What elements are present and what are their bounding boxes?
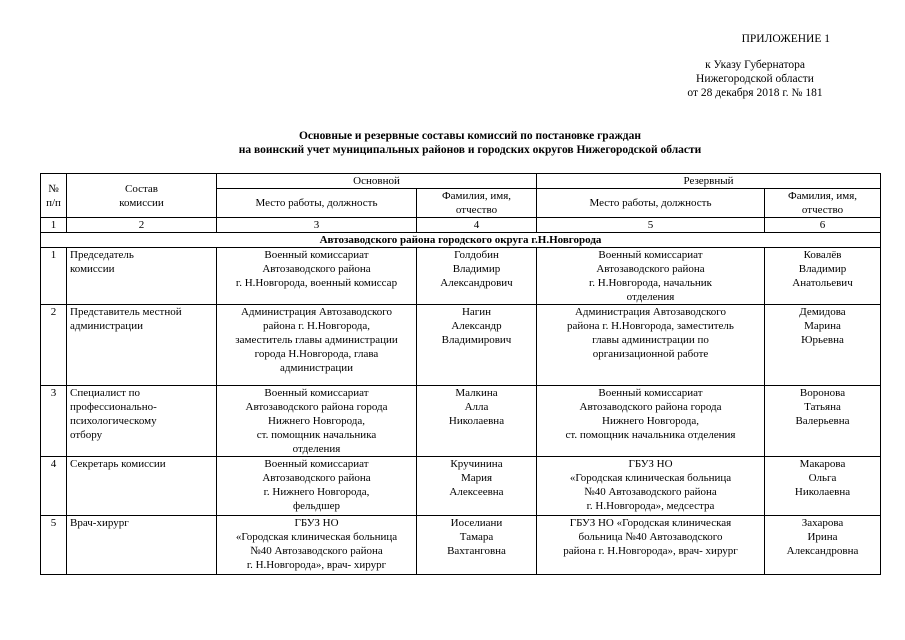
- header-num: № п/п: [41, 174, 67, 218]
- row-main-workplace: Администрация Автозаводского района г. Н.Новгорода, заместитель главы администрации города Н.Новгорода, глава администрации: [217, 305, 417, 386]
- table-row: [41, 457, 881, 516]
- row-main-fio: Голдобин Владимир Александрович: [417, 248, 537, 305]
- appendix-title: ПРИЛОЖЕНИЕ 1: [741, 33, 830, 45]
- header-main: Основной: [217, 174, 537, 189]
- row-reserve-workplace: ГБУЗ НО «Городская клиническая больница №40 Автозаводского района г. Н.Новгорода», медсестра: [537, 457, 765, 516]
- column-numbers-row: [41, 218, 881, 233]
- document-heading: [150, 129, 790, 157]
- row-number: 1: [41, 248, 67, 305]
- commission-table: [40, 173, 881, 575]
- row-reserve-workplace: Военный комиссариат Автозаводского района г. Н.Новгорода, начальник отделения: [537, 248, 765, 305]
- row-role: Представитель местной администрации: [67, 305, 217, 386]
- header-main-fio: Фамилия, имя, отчество: [417, 189, 537, 218]
- header-composition: Состав комиссии: [67, 174, 217, 218]
- row-role: Врач-хирург: [67, 516, 217, 575]
- header-reserve-fio: Фамилия, имя, отчество: [765, 189, 881, 218]
- row-role: Секретарь комиссии: [67, 457, 217, 516]
- appendix-line-1: к Указу Губернатора: [705, 59, 805, 71]
- row-reserve-fio: Макарова Ольга Николаевна: [765, 457, 881, 516]
- header-row-1: [41, 174, 881, 189]
- row-role: Специалист по профессионально- психологическому отбору: [67, 386, 217, 457]
- row-reserve-workplace: Администрация Автозаводского района г. Н.Новгорода, заместитель главы администрации по организационной работе: [537, 305, 765, 386]
- row-number: 5: [41, 516, 67, 575]
- appendix-line-3: от 28 декабря 2018 г. № 181: [687, 87, 823, 99]
- row-main-workplace: Военный комиссариат Автозаводского района г. Н.Новгорода, военный комиссар: [217, 248, 417, 305]
- row-main-fio: Кручинина Мария Алексеевна: [417, 457, 537, 516]
- col-number: 3: [217, 218, 417, 233]
- table-row: [41, 305, 881, 386]
- row-number: 2: [41, 305, 67, 386]
- row-main-workplace: Военный комиссариат Автозаводского района г. Нижнего Новгорода, фельдшер: [217, 457, 417, 516]
- row-reserve-workplace: ГБУЗ НО «Городская клиническая больница №40 Автозаводского района г. Н.Новгорода», врач- хирург: [537, 516, 765, 575]
- col-number: 4: [417, 218, 537, 233]
- row-reserve-fio: Воронова Татьяна Валерьевна: [765, 386, 881, 457]
- heading-line-2: на воинский учет муниципальных районов и городских округов Нижегородской области: [238, 144, 702, 156]
- table-row: [41, 386, 881, 457]
- heading-line-1: Основные и резервные составы комиссий по постановке граждан: [298, 130, 641, 142]
- row-role: Председатель комиссии: [67, 248, 217, 305]
- col-number: 6: [765, 218, 881, 233]
- header-main-workplace: Место работы, должность: [217, 189, 417, 218]
- row-reserve-fio: Захарова Ирина Александровна: [765, 516, 881, 575]
- col-number: 2: [67, 218, 217, 233]
- row-main-fio: Малкина Алла Николаевна: [417, 386, 537, 457]
- appendix-block: [640, 32, 830, 100]
- col-number: 5: [537, 218, 765, 233]
- row-reserve-fio: Ковалёв Владимир Анатольевич: [765, 248, 881, 305]
- row-number: 4: [41, 457, 67, 516]
- section-row: [41, 233, 881, 248]
- appendix-line-2: Нижегородской области: [696, 73, 814, 85]
- row-main-fio: Нагин Александр Владимирович: [417, 305, 537, 386]
- table-row: [41, 248, 881, 305]
- row-main-workplace: Военный комиссариат Автозаводского района города Нижнего Новгорода, ст. помощник начальника отделения: [217, 386, 417, 457]
- row-reserve-fio: Демидова Марина Юрьевна: [765, 305, 881, 386]
- row-reserve-workplace: Военный комиссариат Автозаводского района города Нижнего Новгорода, ст. помощник начальника отделения: [537, 386, 765, 457]
- col-number: 1: [41, 218, 67, 233]
- header-reserve: Резервный: [537, 174, 881, 189]
- section-title: Автозаводского района городского округа г.Н.Новгорода: [41, 233, 881, 248]
- header-reserve-workplace: Место работы, должность: [537, 189, 765, 218]
- row-main-fio: Иоселиани Тамара Вахтанговна: [417, 516, 537, 575]
- table-row: [41, 516, 881, 575]
- row-number: 3: [41, 386, 67, 457]
- row-main-workplace: ГБУЗ НО «Городская клиническая больница №40 Автозаводского района г. Н.Новгорода», врач- хирург: [217, 516, 417, 575]
